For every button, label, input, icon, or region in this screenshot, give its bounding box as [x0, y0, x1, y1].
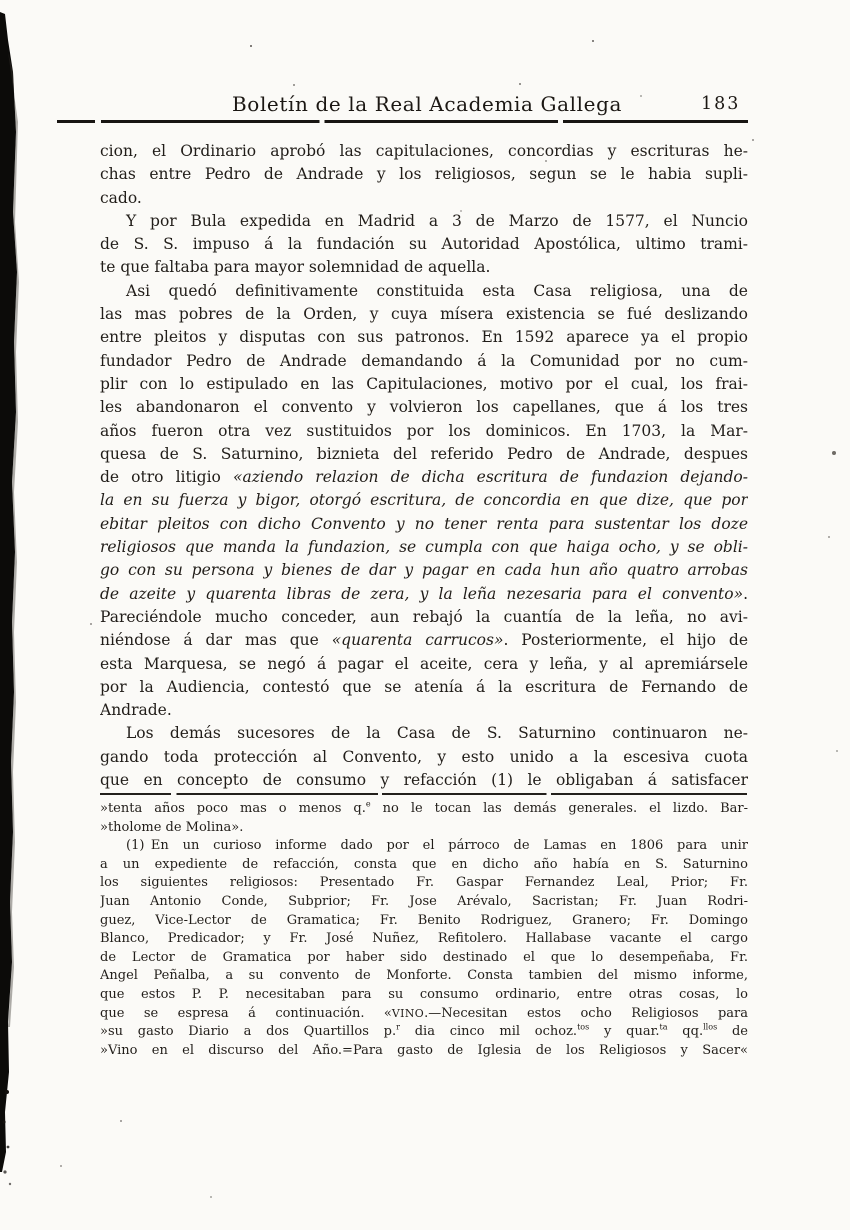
text-segment: de [717, 1024, 748, 1040]
text-segment: .—Necesitan estos ocho Religiosos para [424, 1005, 748, 1021]
text-segment: »tenta años poco mas o menos q. [100, 801, 366, 816]
text-line [100, 606, 748, 629]
text-line [100, 629, 748, 652]
text-segment: llos [703, 1023, 718, 1032]
text-line [100, 653, 748, 676]
text-segment: entre pleitos y disputas con sus patronos. En 1592 aparece ya el propio [100, 328, 748, 347]
text-line [100, 583, 748, 606]
text-segment: de S. S. impuso á la fundación su Autoridad Apostólica, ultimo trami- [100, 235, 748, 254]
text-segment: Pareciéndole mucho conceder, aun rebajó la cuantía de la leña, no avi- [100, 607, 748, 626]
text-line [100, 1042, 748, 1061]
text-segment: «quarenta carrucos» [331, 631, 504, 650]
text-segment: cion, el Ordinario aprobó las capitulaciones, concordias y escrituras he- [100, 142, 748, 160]
text-segment: (1) En un curioso informe dado por el párroco de Lamas en 1806 para unir [126, 838, 748, 854]
text-line [100, 837, 748, 856]
text-line [100, 350, 748, 373]
book-binding-shadow [0, 12, 30, 1192]
text-line [100, 396, 748, 419]
text-line [100, 722, 748, 745]
text-segment: de azeite y quarenta libras de zera, y la leña nezesaria para el convento» [100, 584, 744, 603]
text-segment: que estos P. P. necesitaban para su consumo ordinario, entre otras cosas, lo [100, 986, 748, 1002]
text-line [100, 420, 748, 443]
text-segment: Angel Peñalba, a su convento de Monforte. Consta tambien del mismo informe, [100, 968, 748, 984]
footnote-separator [100, 793, 747, 795]
text-segment: plir con lo estipulado en las Capitulaciones, motivo por el cual, los frai- [100, 374, 748, 393]
text-line [100, 513, 748, 536]
text-segment: niéndose á dar mas que [100, 631, 332, 650]
text-line [100, 187, 748, 210]
text-segment: gando toda protección al Convento, y esto unido a la escesiva cuota [100, 747, 748, 766]
text-line [100, 893, 748, 912]
text-segment: las mas pobres de la Orden, y cuya mísera existencia se fué deslizando [100, 305, 748, 324]
text-line [100, 233, 748, 256]
text-segment: años fueron otra vez sustituidos por los dominicos. En 1703, la Mar- [100, 421, 748, 440]
text-segment: cado. [100, 188, 142, 207]
text-line [100, 280, 748, 303]
text-segment: »tholome de Molina». [100, 819, 244, 835]
text-line [100, 949, 748, 968]
text-segment: los siguientes religiosos: Presentado Fr. Gaspar Fernandez Leal, Prior; Fr. [100, 875, 748, 891]
text-segment: »Vino en el discurso del Año.=Para gasto de Iglesia de los Religiosos y Sacer« [100, 1042, 748, 1058]
text-segment: . Posteriormente, el hijo de [503, 631, 748, 650]
text-segment: que en concepto de consumo y refacción (1) le obligaban á satisfacer [100, 771, 748, 790]
text-line [100, 930, 748, 949]
text-segment: Asi quedó definitivamente constituida esta Casa religiosa, una de [126, 281, 748, 300]
text-segment: de Lector de Gramatica por haber sido destinado el que lo desempeñaba, Fr. [100, 949, 748, 965]
text-line [100, 819, 748, 838]
text-segment: »su gasto Diario a dos Quartillos p. [100, 1024, 397, 1040]
text-segment: VINO [391, 1006, 425, 1020]
text-segment: chas entre Pedro de Andrade y los religiosos, segun se le habia supli- [100, 165, 748, 184]
text-line [100, 443, 748, 466]
text-segment: y quar. [589, 1024, 660, 1040]
text-line [100, 800, 748, 819]
text-line [100, 140, 748, 163]
publication-title: Boletín de la Real Academia Gallega [232, 92, 622, 116]
text-line [100, 856, 748, 875]
text-segment: tos [577, 1023, 590, 1032]
text-segment: no le tocan las demás generales. el lizdo. Bar- [370, 801, 748, 816]
page-header [100, 92, 748, 120]
text-line [100, 676, 748, 699]
text-line [100, 536, 748, 559]
text-line [100, 699, 748, 722]
text-segment: fundador Pedro de Andrade demandando á la Comunidad por no cum- [100, 351, 748, 370]
text-segment: dia cinco mil ochoz. [399, 1024, 578, 1040]
text-line [100, 1005, 748, 1024]
text-segment: Juan Antonio Conde, Subprior; Fr. Jose Arévalo, Sacristan; Fr. Juan Rodri- [100, 893, 748, 909]
text-line [100, 746, 748, 769]
text-segment: «aziendo relazion de dicha escritura de fundazion dejando- [232, 468, 748, 487]
main-text [100, 140, 748, 792]
scan-noise [0, 0, 2, 2]
text-line [100, 326, 748, 349]
text-segment: que se espresa á continuación. « [100, 1005, 392, 1021]
text-line [100, 256, 748, 279]
text-line [100, 986, 748, 1005]
text-segment: Blanco, Predicador; y Fr. José Nuñez, Refitolero. Hallabase vacante el cargo [100, 931, 748, 947]
page-number: 183 [701, 94, 741, 114]
text-segment: quesa de S. Saturnino, biznieta del referido Pedro de Andrade, despues [100, 444, 748, 463]
text-segment: a un expediente de refacción, consta que en dicho año había en S. Saturnino [100, 856, 748, 872]
text-segment: . [743, 584, 748, 603]
text-segment: go con su persona y bienes de dar y pagar en cada hun año quatro arrobas [100, 561, 748, 580]
text-segment: qq. [667, 1024, 704, 1040]
text-segment: e [365, 800, 371, 809]
text-segment: esta Marquesa, se negó á pagar el aceite, cera y leña, y al apremiársele [100, 654, 748, 673]
text-line [100, 559, 748, 582]
text-line [100, 874, 748, 893]
text-line [100, 769, 748, 792]
text-segment: Y por Bula expedida en Madrid a 3 de Marzo de 1577, el Nuncio [126, 211, 748, 230]
text-segment: la en su fuerza y bigor, otorgó escritura, de concordia en que dize, que por [100, 491, 748, 510]
text-segment: te que faltaba para mayor solemnidad de aquella. [100, 258, 491, 277]
text-segment: guez, Vice-Lector de Gramatica; Fr. Benito Rodriguez, Granero; Fr. Domingo [100, 912, 748, 928]
text-line [100, 489, 748, 512]
text-line [100, 466, 748, 489]
text-line [100, 912, 748, 931]
text-line [100, 210, 748, 233]
header-rule [57, 120, 748, 123]
text-segment: ebitar pleitos con dicho Convento y no tener renta para sustentar los doze [100, 514, 748, 533]
footnote-text [100, 800, 748, 1060]
text-segment: les abandonaron el convento y volvieron los capellanes, que á los tres [100, 398, 748, 417]
text-segment: Andrade. [100, 701, 172, 720]
text-segment: Los demás sucesores de la Casa de S. Saturnino continuaron ne- [126, 724, 748, 743]
text-segment: de otro litigio [100, 468, 233, 487]
text-line [100, 1023, 748, 1042]
text-segment: religiosos que manda la fundazion, se cumpla con que haiga ocho, y se obli- [100, 538, 748, 557]
text-line [100, 303, 748, 326]
text-segment: ta [659, 1023, 668, 1032]
text-line [100, 163, 748, 186]
text-segment: por la Audiencia, contestó que se atenía á la escritura de Fernando de [100, 677, 748, 696]
text-line [100, 967, 748, 986]
text-segment: r [396, 1023, 400, 1032]
text-line [100, 373, 748, 396]
